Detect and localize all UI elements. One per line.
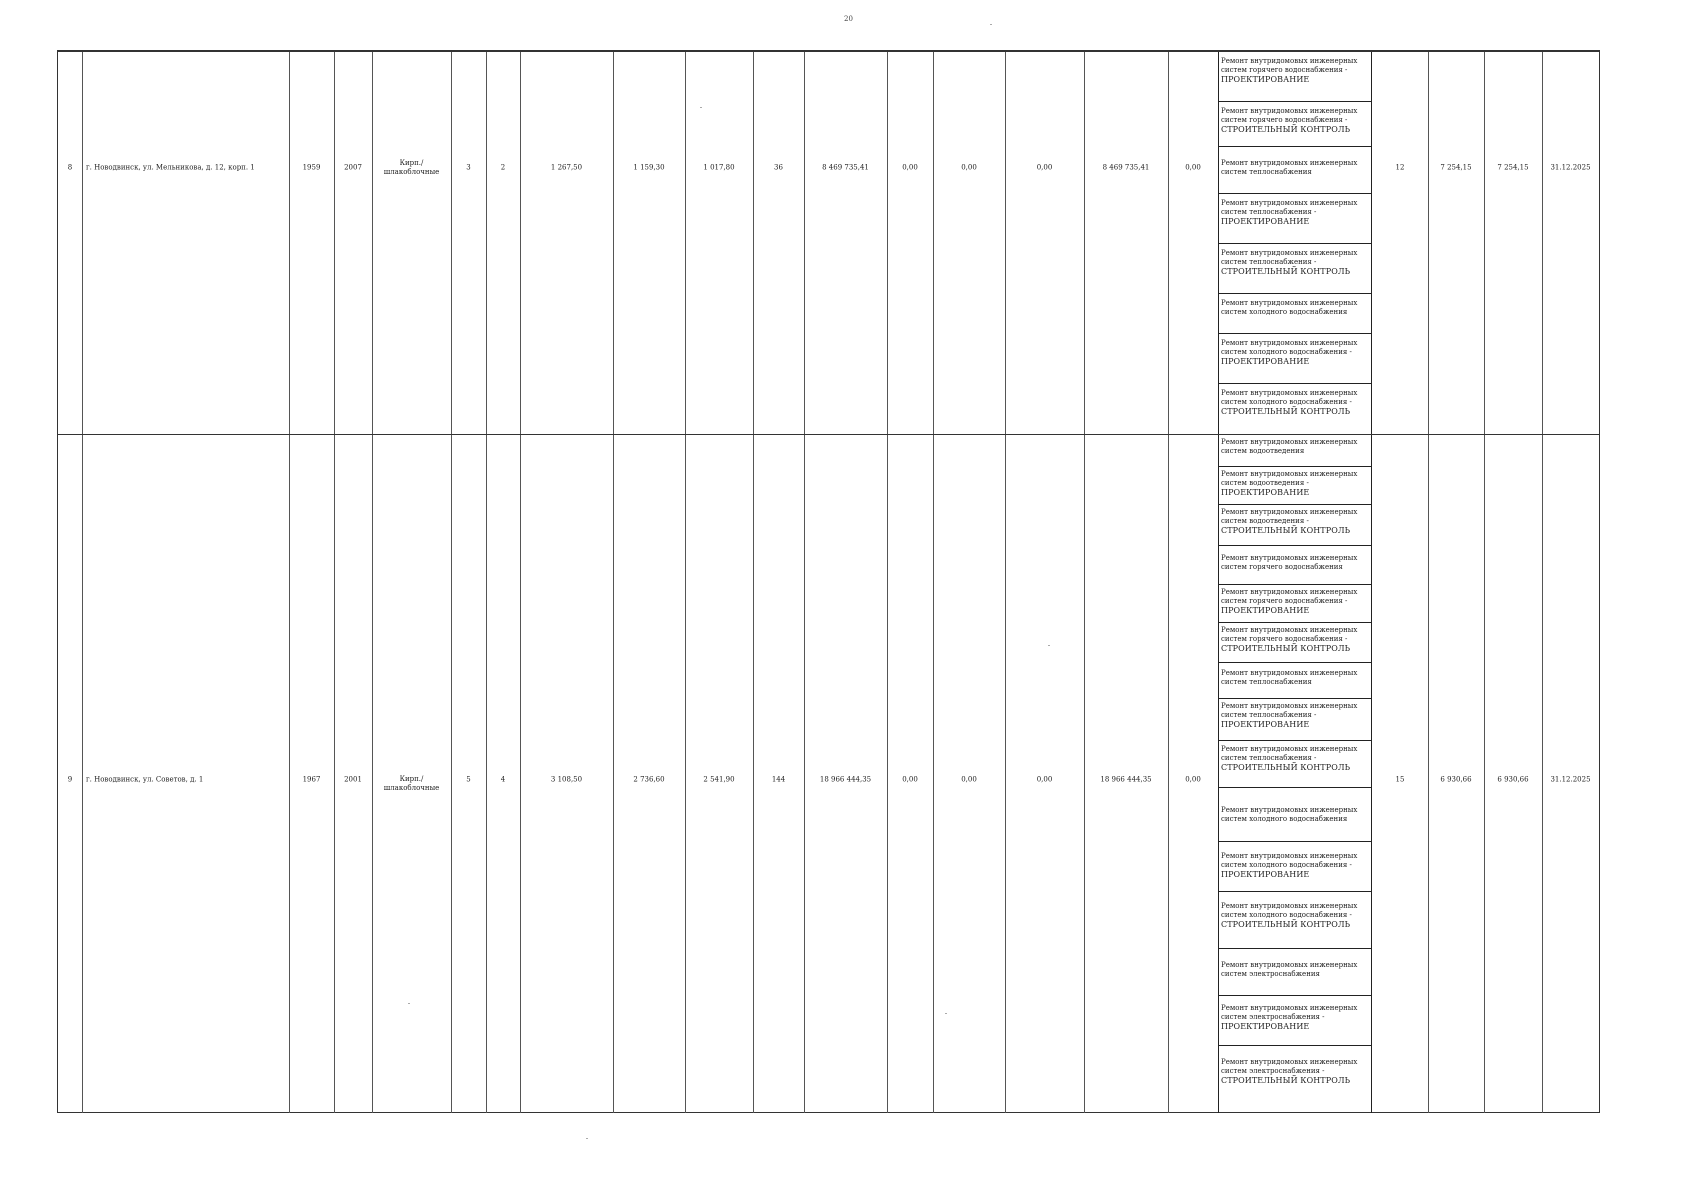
address: г. Новодвинск, ул. Мельникова, д. 12, корп. 1: [86, 163, 255, 172]
column-divider: [685, 52, 686, 434]
column-divider: [1168, 52, 1169, 434]
fund-other: 0,00: [1185, 163, 1201, 172]
column-divider: [933, 52, 934, 434]
work-item: Ремонт внутридомовых инженерных систем электроснабжения - ПРОЕКТИРОВАНИЕ: [1219, 996, 1371, 1046]
fund-local: 0,00: [1036, 775, 1053, 784]
residential-area: 1 017,80: [703, 163, 735, 172]
column-divider: [1542, 52, 1543, 434]
work-item: Ремонт внутридомовых инженерных систем горячего водоснабжения - ПРОЕКТИРОВАНИЕ: [1219, 585, 1371, 623]
column-divider: [334, 52, 335, 434]
column-divider: [451, 435, 452, 1113]
year-overhaul: 2007: [344, 163, 362, 172]
column-divider: [82, 52, 83, 434]
premises-area: 1 159,30: [633, 163, 665, 172]
work-item: Ремонт внутридомовых инженерных систем теплоснабжения: [1219, 147, 1371, 194]
column-divider: [804, 435, 805, 1113]
column-divider: [289, 435, 290, 1113]
column-divider: [1084, 435, 1085, 1113]
unit-cost-limit: 7 254,15: [1497, 163, 1529, 172]
unit-cost: 6 930,66: [1440, 775, 1472, 784]
column-divider: [804, 52, 805, 434]
year-built: 1959: [302, 163, 321, 172]
column-divider: [486, 435, 487, 1113]
residential-area: 2 541,90: [703, 775, 735, 784]
column-divider: [887, 435, 888, 1113]
wall-material: Кирп./ шлакоблочные: [383, 775, 440, 792]
works-list: [1218, 435, 1372, 1113]
fund-regional: 0,00: [961, 775, 977, 784]
scan-speck: [945, 1013, 947, 1014]
column-divider: [753, 435, 754, 1113]
column-divider: [1168, 435, 1169, 1113]
column-divider: [372, 52, 373, 434]
fund-federal: 0,00: [902, 775, 918, 784]
work-item: Ремонт внутридомовых инженерных систем теплоснабжения: [1219, 663, 1371, 699]
address: г. Новодвинск, ул. Советов, д. 1: [86, 775, 204, 784]
floors: 3: [466, 163, 471, 172]
work-item: Ремонт внутридомовых инженерных систем холодного водоснабжения - СТРОИТЕЛЬНЫЙ КОНТРОЛЬ: [1219, 892, 1371, 949]
page-number: 20: [844, 15, 853, 23]
fund-owners: 8 469 735,41: [1102, 163, 1150, 172]
table-row: [58, 52, 1599, 435]
column-divider: [520, 52, 521, 434]
column-divider: [1484, 52, 1485, 434]
fund-federal: 0,00: [902, 163, 918, 172]
work-item: Ремонт внутридомовых инженерных систем холодного водоснабжения: [1219, 788, 1371, 842]
column-divider: [82, 435, 83, 1113]
column-divider: [334, 435, 335, 1113]
column-divider: [685, 435, 686, 1113]
work-item: Ремонт внутридомовых инженерных систем горячего водоснабжения - ПРОЕКТИРОВАНИЕ: [1219, 52, 1371, 102]
unit-cost-limit: 6 930,66: [1497, 775, 1529, 784]
column-divider: [372, 435, 373, 1113]
column-divider: [1542, 435, 1543, 1113]
total-area: 1 267,50: [550, 163, 583, 172]
work-item: Ремонт внутридомовых инженерных систем горячего водоснабжения: [1219, 546, 1371, 585]
work-item: Ремонт внутридомовых инженерных систем теплоснабжения - ПРОЕКТИРОВАНИЕ: [1219, 699, 1371, 741]
column-divider: [1428, 435, 1429, 1113]
scan-speck: [990, 24, 992, 25]
work-item: Ремонт внутридомовых инженерных систем электроснабжения - СТРОИТЕЛЬНЫЙ КОНТРОЛЬ: [1221, 1058, 1358, 1085]
work-item: Ремонт внутридомовых инженерных систем горячего водоснабжения - СТРОИТЕЛЬНЫЙ КОНТРОЛЬ: [1219, 102, 1371, 147]
column-divider: [753, 52, 754, 434]
fund-local: 0,00: [1036, 163, 1053, 172]
residents: 36: [774, 163, 783, 172]
column-divider: [486, 52, 487, 434]
entrances: 4: [500, 775, 506, 784]
scan-speck: [408, 1003, 410, 1004]
column-divider: [933, 435, 934, 1113]
row-number: 9: [67, 775, 73, 784]
residents: 144: [771, 775, 786, 784]
work-count: 15: [1395, 775, 1405, 784]
cost-total: 18 966 444,35: [819, 775, 872, 784]
scan-speck: [700, 107, 702, 108]
scan-speck: [1048, 645, 1050, 646]
work-count: 12: [1395, 163, 1405, 172]
column-divider: [613, 435, 614, 1113]
column-divider: [613, 52, 614, 434]
work-item: Ремонт внутридомовых инженерных систем теплоснабжения - СТРОИТЕЛЬНЫЙ КОНТРОЛЬ: [1219, 741, 1371, 788]
work-item: Ремонт внутридомовых инженерных систем теплоснабжения - СТРОИТЕЛЬНЫЙ КОНТРОЛЬ: [1219, 244, 1371, 294]
year-overhaul: 2001: [344, 775, 362, 784]
work-item: Ремонт внутридомовых инженерных систем водоотведения: [1219, 435, 1371, 467]
column-divider: [1084, 52, 1085, 434]
fund-other: 0,00: [1185, 775, 1201, 784]
column-divider: [1005, 52, 1006, 434]
wall-material: Кирп./ шлакоблочные: [383, 159, 440, 176]
work-item: Ремонт внутридомовых инженерных систем водоотведения - ПРОЕКТИРОВАНИЕ: [1219, 467, 1371, 505]
scan-speck: [586, 1138, 588, 1139]
works-list: [1218, 52, 1372, 434]
work-item: Ремонт внутридомовых инженерных систем теплоснабжения - ПРОЕКТИРОВАНИЕ: [1219, 194, 1371, 244]
year-built: 1967: [302, 775, 321, 784]
unit-cost: 7 254,15: [1440, 163, 1472, 172]
column-divider: [887, 52, 888, 434]
work-item: Ремонт внутридомовых инженерных систем холодного водоснабжения - СТРОИТЕЛЬНЫЙ КОНТРОЛЬ: [1221, 389, 1358, 416]
column-divider: [289, 52, 290, 434]
row-number: 8: [67, 163, 73, 172]
work-item: Ремонт внутридомовых инженерных систем холодного водоснабжения: [1219, 294, 1371, 334]
entrances: 2: [500, 163, 506, 172]
premises-area: 2 736,60: [633, 775, 665, 784]
total-area: 3 108,50: [550, 775, 583, 784]
deadline: 31.12.2025: [1550, 775, 1591, 784]
fund-owners: 18 966 444,35: [1100, 775, 1152, 784]
deadline: 31.12.2025: [1550, 163, 1591, 172]
column-divider: [1484, 435, 1485, 1113]
work-item: Ремонт внутридомовых инженерных систем электроснабжения: [1219, 949, 1371, 996]
column-divider: [520, 435, 521, 1113]
table-row: [58, 435, 1599, 1113]
work-item: Ремонт внутридомовых инженерных систем холодного водоснабжения - ПРОЕКТИРОВАНИЕ: [1219, 842, 1371, 892]
column-divider: [1005, 435, 1006, 1113]
cost-total: 8 469 735,41: [822, 163, 869, 172]
work-item: Ремонт внутридомовых инженерных систем горячего водоснабжения - СТРОИТЕЛЬНЫЙ КОНТРОЛЬ: [1219, 623, 1371, 663]
work-item: Ремонт внутридомовых инженерных систем холодного водоснабжения - ПРОЕКТИРОВАНИЕ: [1219, 334, 1371, 384]
repair-program-table: [57, 50, 1600, 1113]
work-item: Ремонт внутридомовых инженерных систем водоотведения - СТРОИТЕЛЬНЫЙ КОНТРОЛЬ: [1219, 505, 1371, 546]
column-divider: [451, 52, 452, 434]
floors: 5: [466, 775, 471, 784]
column-divider: [1428, 52, 1429, 434]
fund-regional: 0,00: [961, 163, 977, 172]
